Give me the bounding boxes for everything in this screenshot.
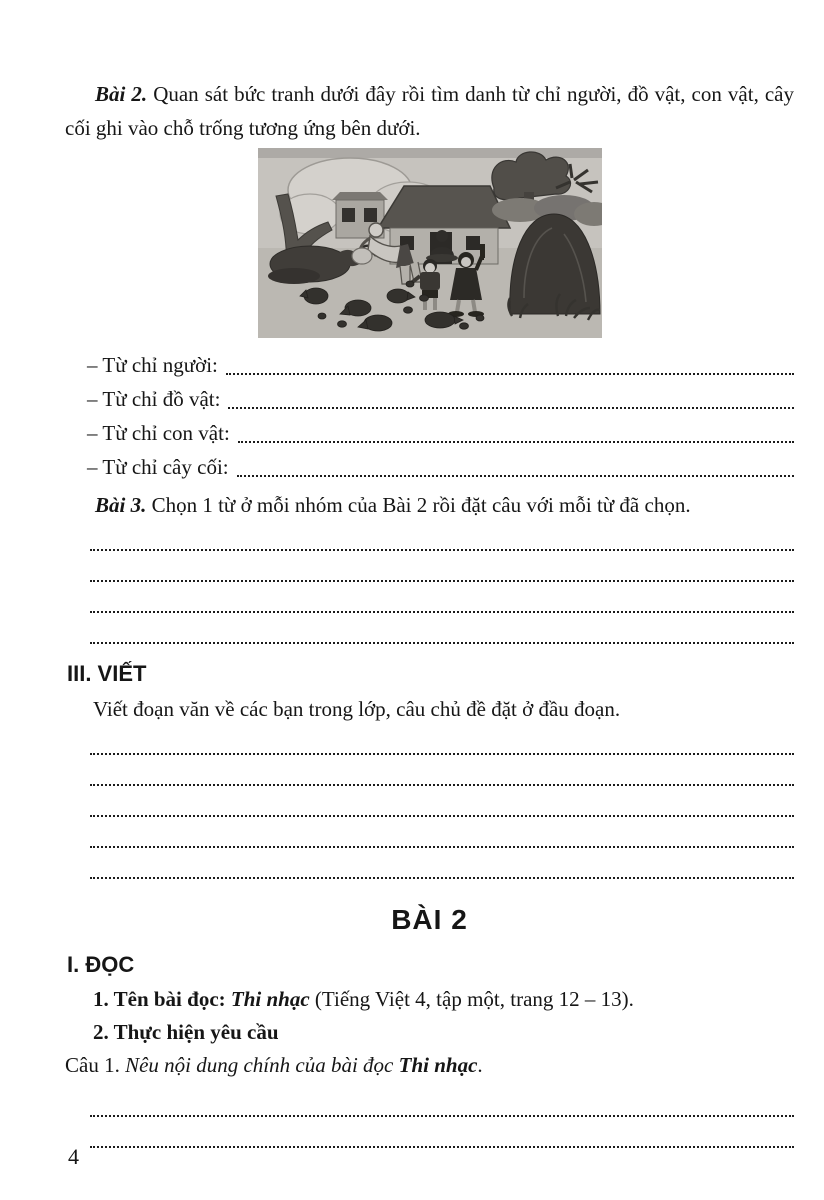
dotted-answer-line	[90, 1088, 794, 1119]
blank-label-con-vat: – Từ chỉ con vật:	[87, 421, 230, 445]
exercise-bai3-prompt	[65, 488, 794, 522]
dotted-answer-space	[226, 348, 794, 382]
section-viet-heading: III. VIẾT	[67, 661, 147, 686]
section-doc-heading: I. ĐỌC	[67, 952, 135, 977]
exercise-bai2-label: Bài 2.	[95, 82, 148, 106]
doc-question-1	[65, 1049, 794, 1082]
dotted-answer-line	[90, 1119, 794, 1150]
dotted-answer-line	[90, 757, 794, 788]
dotted-answer-line	[90, 553, 794, 584]
doc-question-1-book-title: Thi nhạc	[398, 1053, 478, 1077]
dotted-answer-line	[90, 850, 794, 881]
cau1-answer-lines	[65, 1088, 794, 1150]
dotted-answer-line	[90, 522, 794, 553]
section-viet-prompt: Viết đoạn văn về các bạn trong lớp, câu chủ đề đặt ở đầu đoạn.	[93, 697, 621, 721]
exercise-bai3-label: Bài 3.	[95, 493, 147, 517]
doc-question-1-label: Câu 1.	[65, 1053, 120, 1077]
dotted-answer-line	[90, 584, 794, 615]
doc-question-1-suffix: .	[477, 1053, 483, 1077]
blank-label-cay-coi: – Từ chỉ cây cối:	[87, 455, 229, 479]
doc-item-1-source: (Tiếng Việt 4, tập một, trang 12 – 13).	[314, 987, 634, 1011]
doc-item-1-label: 1. Tên bài đọc:	[93, 987, 226, 1011]
bai2-answer-blanks	[65, 348, 794, 484]
blank-label-nguoi: – Từ chỉ người:	[87, 353, 218, 377]
dotted-answer-line	[90, 615, 794, 646]
blank-row-con-vat	[87, 416, 794, 450]
doc-question-1-prompt: Nêu nội dung chính của bài đọc	[125, 1053, 394, 1077]
doc-item-1	[65, 983, 794, 1016]
dotted-answer-line	[90, 819, 794, 850]
dotted-answer-space	[228, 382, 794, 416]
farm-scene-svg	[258, 148, 602, 338]
doc-item-2: 2. Thực hiện yêu cầu	[93, 1020, 279, 1044]
exercise-bai2-text: Quan sát bức tranh dưới đây rồi tìm danh từ chỉ người, đồ vật, con vật, cây cối ghi vào chỗ trống tương ứng bên dưới.	[65, 82, 795, 140]
dotted-answer-line	[90, 788, 794, 819]
exercise-bai3-text: Chọn 1 từ ở mỗi nhóm của Bài 2 rồi đặt câu với mỗi từ đã chọn.	[151, 493, 691, 517]
blank-row-do-vat	[87, 382, 794, 416]
blank-label-do-vat: – Từ chỉ đồ vật:	[87, 387, 221, 411]
bai3-answer-lines	[65, 522, 794, 646]
doc-item-1-book-title: Thi nhạc	[230, 987, 310, 1011]
lesson-2-title: BÀI 2	[391, 904, 468, 935]
viet-answer-lines	[65, 726, 794, 881]
page-number: 4	[68, 1144, 79, 1169]
dotted-answer-space	[237, 450, 794, 484]
farm-scene-illustration	[258, 148, 602, 338]
dotted-answer-line	[90, 726, 794, 757]
blank-row-cay-coi	[87, 450, 794, 484]
blank-row-nguoi	[87, 348, 794, 382]
dotted-answer-space	[238, 416, 794, 450]
exercise-bai2-prompt	[65, 77, 794, 145]
